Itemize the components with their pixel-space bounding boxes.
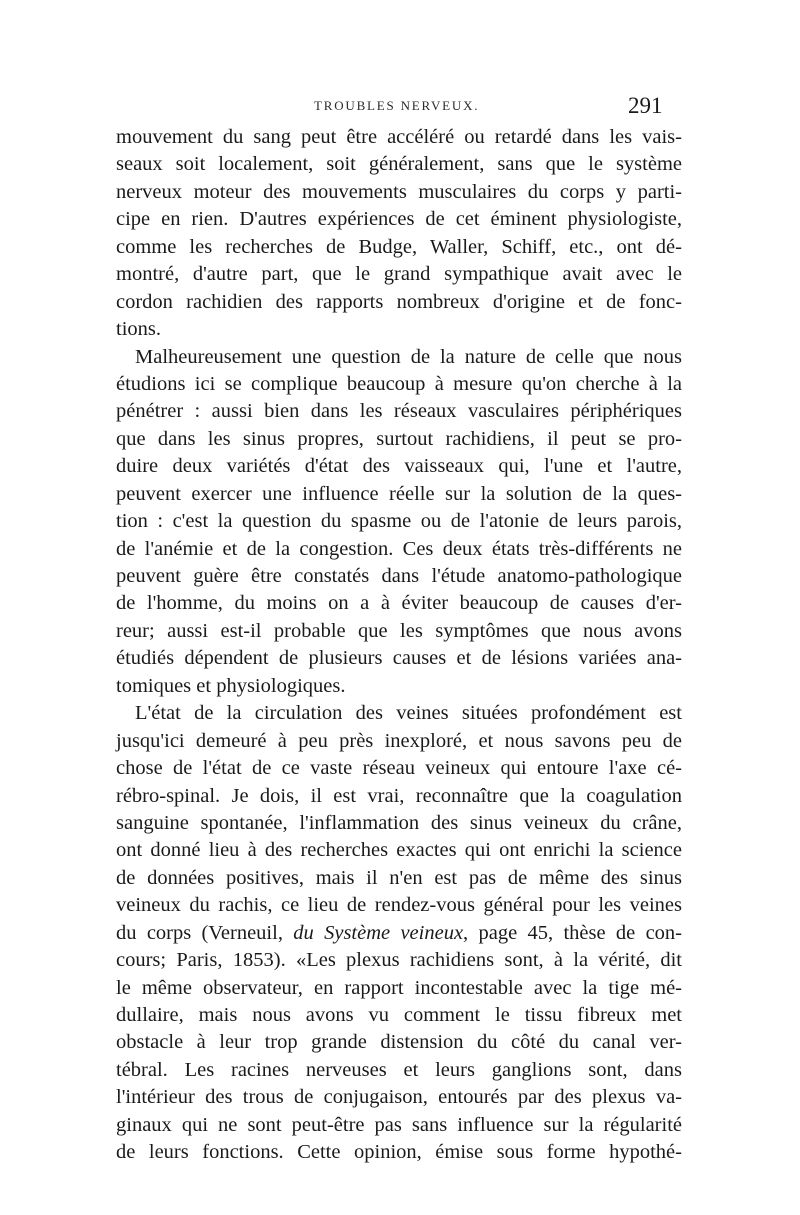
text-line: reur; aussi est-il probable que les symptômes que nous avons bbox=[116, 619, 682, 642]
text-line: pénétrer : aussi bien dans les réseaux vasculaires périphériques bbox=[116, 400, 682, 423]
text-line: L'état de la circulation des veines situées profondément est bbox=[135, 702, 682, 725]
text-line: le même observateur, en rapport incontestable avec la tige mé- bbox=[116, 976, 682, 999]
text-line: peuvent exercer une influence réelle sur la solution de la ques- bbox=[116, 482, 682, 505]
citation-title: du Système veineux bbox=[293, 921, 464, 944]
text-line: comme les recherches de Budge, Waller, Schiff, etc., ont dé- bbox=[116, 235, 682, 258]
text-line: cours; Paris, 1853). «Les plexus rachidiens sont, à la vérité, dit bbox=[116, 949, 682, 972]
text-line: ginaux qui ne sont peut-être pas sans influence sur la régularité bbox=[116, 1113, 682, 1136]
text-line: duire deux variétés d'état des vaisseaux qui, l'une et l'autre, bbox=[116, 455, 682, 478]
text-line: étudions ici se complique beaucoup à mesure qu'on cherche à la bbox=[116, 372, 682, 395]
text-line: tébral. Les racines nerveuses et leurs ganglions sont, dans bbox=[116, 1058, 682, 1081]
body-text bbox=[116, 124, 682, 1167]
text-line: sanguine spontanée, l'inflammation des sinus veineux du crâne, bbox=[116, 811, 682, 834]
citation-rest: , page 45, thèse de con- bbox=[463, 921, 682, 944]
page-number: 291 bbox=[628, 93, 663, 118]
text-line: de l'anémie et de la congestion. Ces deux états très-différents ne bbox=[116, 537, 682, 560]
text-line: étudiés dépendent de plusieurs causes et de lésions variées ana- bbox=[116, 647, 682, 670]
text-line: tions. bbox=[116, 318, 161, 341]
text-line: jusqu'ici demeuré à peu près inexploré, et nous savons peu de bbox=[116, 729, 682, 752]
text-line: de l'homme, du moins on a à éviter beaucoup de causes d'er- bbox=[116, 592, 682, 615]
paragraph-2 bbox=[116, 344, 682, 701]
citation-line bbox=[116, 920, 682, 947]
text-line: nerveux moteur des mouvements musculaires du corps y parti- bbox=[116, 180, 682, 203]
text-line: tion : c'est la question du spasme ou de l'atonie de leurs parois, bbox=[116, 510, 682, 533]
text-line: l'intérieur des trous de conjugaison, entourés par des plexus va- bbox=[116, 1086, 682, 1109]
paragraph-1 bbox=[116, 124, 682, 344]
text-line: cordon rachidien des rapports nombreux d'origine et de fonc- bbox=[116, 290, 682, 313]
text-line: que dans les sinus propres, surtout rachidiens, il peut se pro- bbox=[116, 427, 682, 450]
text-line: dullaire, mais nous avons vu comment le tissu fibreux met bbox=[116, 1004, 682, 1026]
text-line: tomiques et physiologiques. bbox=[116, 674, 346, 697]
text-line: rébro-spinal. Je dois, il est vrai, reconnaître que la coagulation bbox=[116, 784, 682, 807]
text-line: peuvent guère être constatés dans l'étude anatomo-pathologique bbox=[116, 565, 682, 587]
text-line: Malheureusement une question de la nature de celle que nous bbox=[135, 345, 682, 368]
text-line: de leurs fonctions. Cette opinion, émise sous forme hypothé- bbox=[116, 1141, 682, 1164]
text-line: ont donné lieu à des recherches exactes qui ont enrichi la science bbox=[116, 839, 682, 862]
text-line: chose de l'état de ce vaste réseau veineux qui entoure l'axe cé- bbox=[116, 757, 682, 780]
paragraph-3 bbox=[116, 700, 682, 1166]
text-line: veineux du rachis, ce lieu de rendez-vous général pour les veines bbox=[116, 894, 682, 917]
text-line: montré, d'autre part, que le grand sympathique avait avec le bbox=[116, 263, 682, 286]
text-line: mouvement du sang peut être accéléré ou retardé dans les vais- bbox=[116, 126, 682, 148]
text-line: de données positives, mais il n'en est pas de même des sinus bbox=[116, 866, 682, 889]
text-line: seaux soit localement, soit généralement, sans que le système bbox=[116, 153, 682, 176]
text-line: obstacle à leur trop grande distension du côté du canal ver- bbox=[116, 1031, 682, 1054]
running-title: TROUBLES NERVEUX. bbox=[314, 98, 480, 113]
citation-prefix: du corps (Verneuil, bbox=[116, 921, 294, 944]
text-line: cipe en rien. D'autres expériences de cet éminent physiologiste, bbox=[116, 208, 682, 231]
